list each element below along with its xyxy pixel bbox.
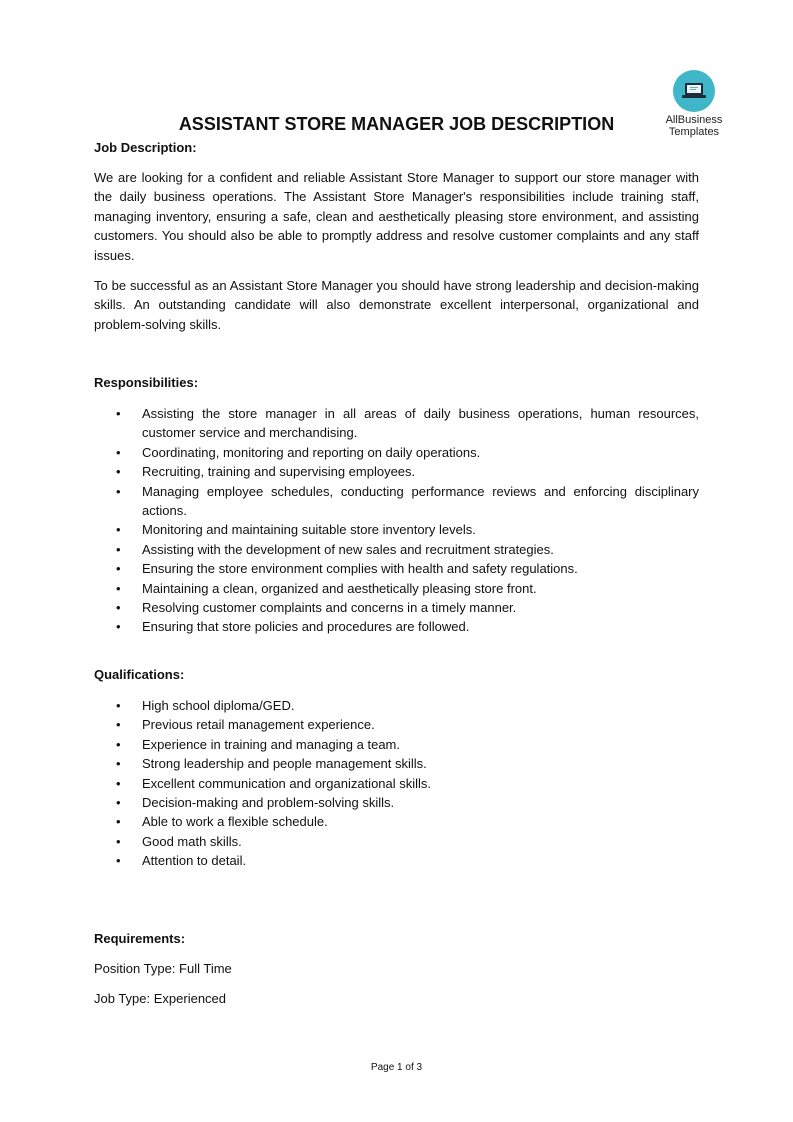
qualifications-heading: Qualifications: [94,667,185,682]
bullet-icon: • [116,756,121,772]
list-item-text: Assisting with the development of new sales and recruitment strategies. [142,541,554,557]
logo-text-line2: Templates [668,126,720,138]
bullet-icon: • [116,561,121,577]
list-item [94,812,699,831]
page-number: Page 1 of 3 [370,1062,423,1073]
bullet-icon: • [116,853,121,869]
list-item-text: Recruiting, training and supervising employees. [142,464,416,480]
bullet-icon: • [116,444,121,460]
list-item-text: Attention to detail. [142,853,247,869]
list-item [94,598,699,617]
logo-text-line1: AllBusiness [665,114,723,126]
list-item [94,462,699,481]
list-item-text: Previous retail management experience. [142,717,375,733]
list-item-text: Coordinating, monitoring and reporting on daily operations. [142,444,481,460]
list-item [94,443,699,462]
list-item [94,851,699,870]
list-item-text: Assisting the store manager in all areas of daily business operations, human resources, customer service and merchandising. [142,406,699,441]
job-description-paragraph-1: We are looking for a confident and reliable Assistant Store Manager to support our store manager with the daily business operations. The Assistant Store Manager's responsibilities include training staff, managing inventory, ensuring a safe, clean and aesthetically pleasing store environment, and assisting customers. You should also be able to promptly address and resolve customer complaints and any staff issues. [94,170,699,263]
list-item [94,540,699,559]
bullet-icon: • [116,619,121,635]
bullet-icon: • [116,698,121,713]
list-item [94,404,699,443]
list-item-text: Managing employee schedules, conducting performance reviews and enforcing disciplinary actions. [142,483,699,519]
bullet-icon: • [116,775,121,791]
logo-circle [673,70,715,112]
bullet-icon: • [116,483,121,499]
list-item-text: Excellent communication and organizational skills. [142,775,432,791]
bullet-icon: • [116,717,121,733]
requirements-heading: Requirements: [94,931,186,946]
list-item [94,559,699,578]
list-item [94,617,699,636]
bullet-icon: • [116,464,121,480]
list-item-text: Monitoring and maintaining suitable store inventory levels. [142,522,476,538]
bullet-icon: • [116,814,121,830]
list-item [94,793,699,812]
list-item-text: Ensuring that store policies and procedures are followed. [142,619,470,635]
job-type: Job Type: Experienced [94,991,227,1006]
responsibilities-list [94,404,699,637]
list-item [94,735,699,754]
list-item [94,715,699,734]
list-item-text: Decision-making and problem-solving skills. [142,795,395,811]
list-item-text: Maintaining a clean, organized and aesthetically pleasing store front. [142,580,537,596]
bullet-icon: • [116,736,121,752]
job-description-paragraph-2: To be successful as an Assistant Store Manager you should have strong leadership and decision-making skills. An outstanding candidate will also demonstrate excellent interpersonal, organizational and problem-solving skills. [94,278,699,332]
bullet-icon: • [116,795,121,811]
list-item-text: Able to work a flexible schedule. [142,814,328,830]
bullet-icon: • [116,541,121,557]
list-item [94,696,699,715]
bullet-icon: • [116,833,121,849]
list-item-text: Strong leadership and people management skills. [142,756,427,772]
page-title: ASSISTANT STORE MANAGER JOB DESCRIPTION [178,114,615,134]
responsibilities-heading: Responsibilities: [94,375,199,390]
list-item-text: High school diploma/GED. [142,698,295,713]
list-item [94,520,699,539]
position-type: Position Type: Full Time [94,961,232,976]
list-item-text: Good math skills. [142,833,242,849]
list-item-text: Ensuring the store environment complies with health and safety regulations. [142,561,578,577]
qualifications-list [94,696,699,871]
bullet-icon: • [116,522,121,538]
list-item [94,754,699,773]
list-item-text: Experience in training and managing a team. [142,736,400,752]
list-item [94,579,699,598]
list-item-text: Resolving customer complaints and concerns in a timely manner. [142,600,517,616]
list-item [94,832,699,851]
bullet-icon: • [116,580,121,596]
job-description-heading: Job Description: [94,140,197,155]
bullet-icon: • [116,406,121,421]
laptop-icon [682,82,706,100]
bullet-icon: • [116,600,121,616]
list-item [94,482,699,521]
list-item [94,774,699,793]
